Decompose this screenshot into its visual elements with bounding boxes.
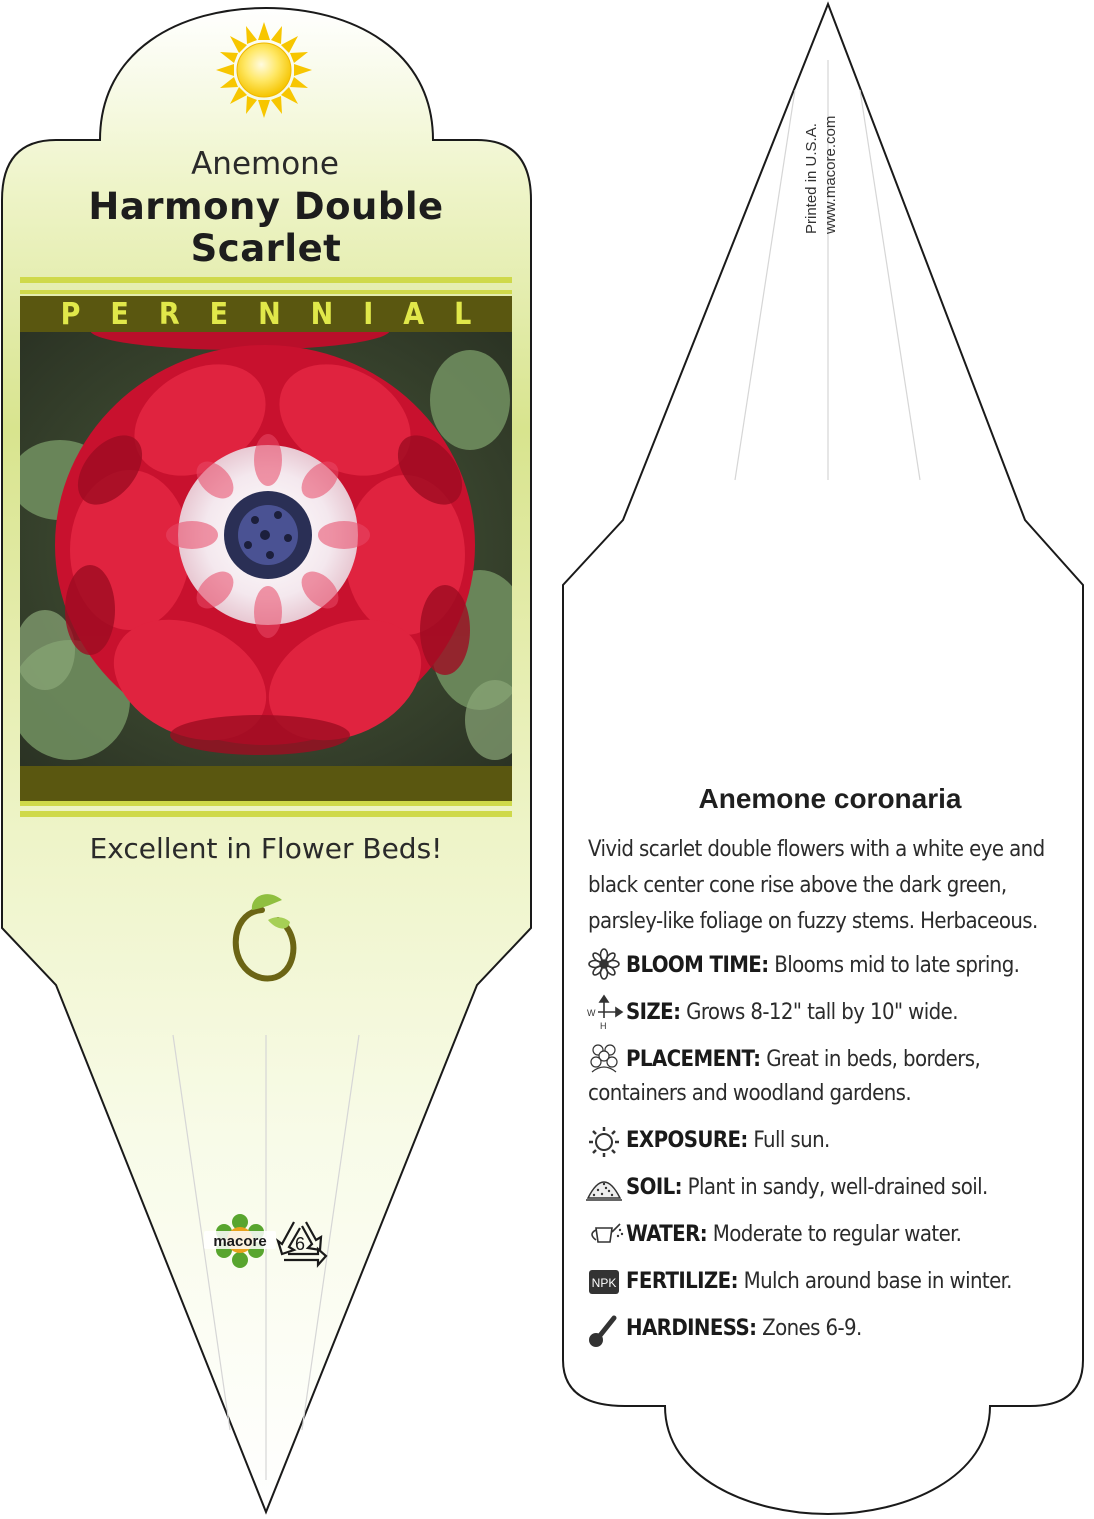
printer-info — [802, 64, 862, 234]
category-label: PERENNIAL — [60, 296, 502, 332]
care-text: Moderate to regular water. — [712, 1222, 962, 1247]
care-item-hardiness — [588, 1311, 1068, 1346]
care-label: BLOOM TIME: — [626, 953, 769, 978]
care-text: Grows 8-12" tall by 10" wide. — [686, 1000, 958, 1025]
care-label: WATER: — [626, 1222, 708, 1247]
care-label: FERTILIZE: — [626, 1269, 738, 1294]
printed-in-label: Printed in U.S.A. — [803, 123, 820, 234]
svg-text:macore: macore — [213, 1233, 267, 1250]
care-item-bloom-time — [588, 948, 1068, 983]
plant-description: Vivid scarlet double flowers with a white eye and black center cone rise above the dark green, parsley-like foliage on fuzzy stems. Herbaceous. — [588, 837, 1045, 934]
care-text: Full sun. — [753, 1128, 830, 1153]
plant-slogan: Excellent in Flower Beds! — [89, 832, 443, 865]
care-text: Zones 6-9. — [762, 1316, 862, 1341]
sun-icon — [216, 22, 312, 118]
care-text: Plant in sandy, well-drained soil. — [687, 1175, 988, 1200]
care-text: Blooms mid to late spring. — [774, 953, 1020, 978]
website-label: www.macore.com — [822, 115, 839, 234]
care-item-soil — [588, 1170, 1068, 1205]
plant-genus: Anemone — [191, 146, 339, 182]
svg-text:NPK: NPK — [591, 1276, 617, 1290]
care-item-water — [588, 1217, 1068, 1252]
care-instructions — [588, 948, 1068, 1358]
svg-text:W: W — [587, 1008, 596, 1018]
care-item-placement — [588, 1042, 1068, 1111]
care-item-size — [588, 995, 1068, 1030]
svg-text:6: 6 — [294, 1234, 306, 1254]
photo-bottom-band — [20, 766, 512, 801]
care-label: EXPOSURE: — [626, 1128, 748, 1153]
care-label: HARDINESS: — [626, 1316, 757, 1341]
svg-text:H: H — [600, 1021, 607, 1031]
care-text: Mulch around base in winter. — [743, 1269, 1012, 1294]
care-item-fertilize — [588, 1264, 1068, 1299]
anemone-flower-photo — [10, 310, 530, 766]
care-label: PLACEMENT: — [626, 1047, 761, 1072]
plant-cultivar-name — [20, 186, 512, 270]
scientific-name: Anemone coronaria — [698, 783, 962, 814]
cultivar-line-2: Scarlet — [190, 227, 342, 270]
care-label: SIZE: — [626, 1000, 681, 1025]
care-text: Great in beds, borders, containers and woodland gardens. — [588, 1047, 981, 1106]
cultivar-line-1: Harmony Double — [88, 185, 444, 228]
care-label: SOIL: — [626, 1175, 682, 1200]
category-band — [20, 296, 512, 332]
care-item-exposure — [588, 1123, 1068, 1158]
